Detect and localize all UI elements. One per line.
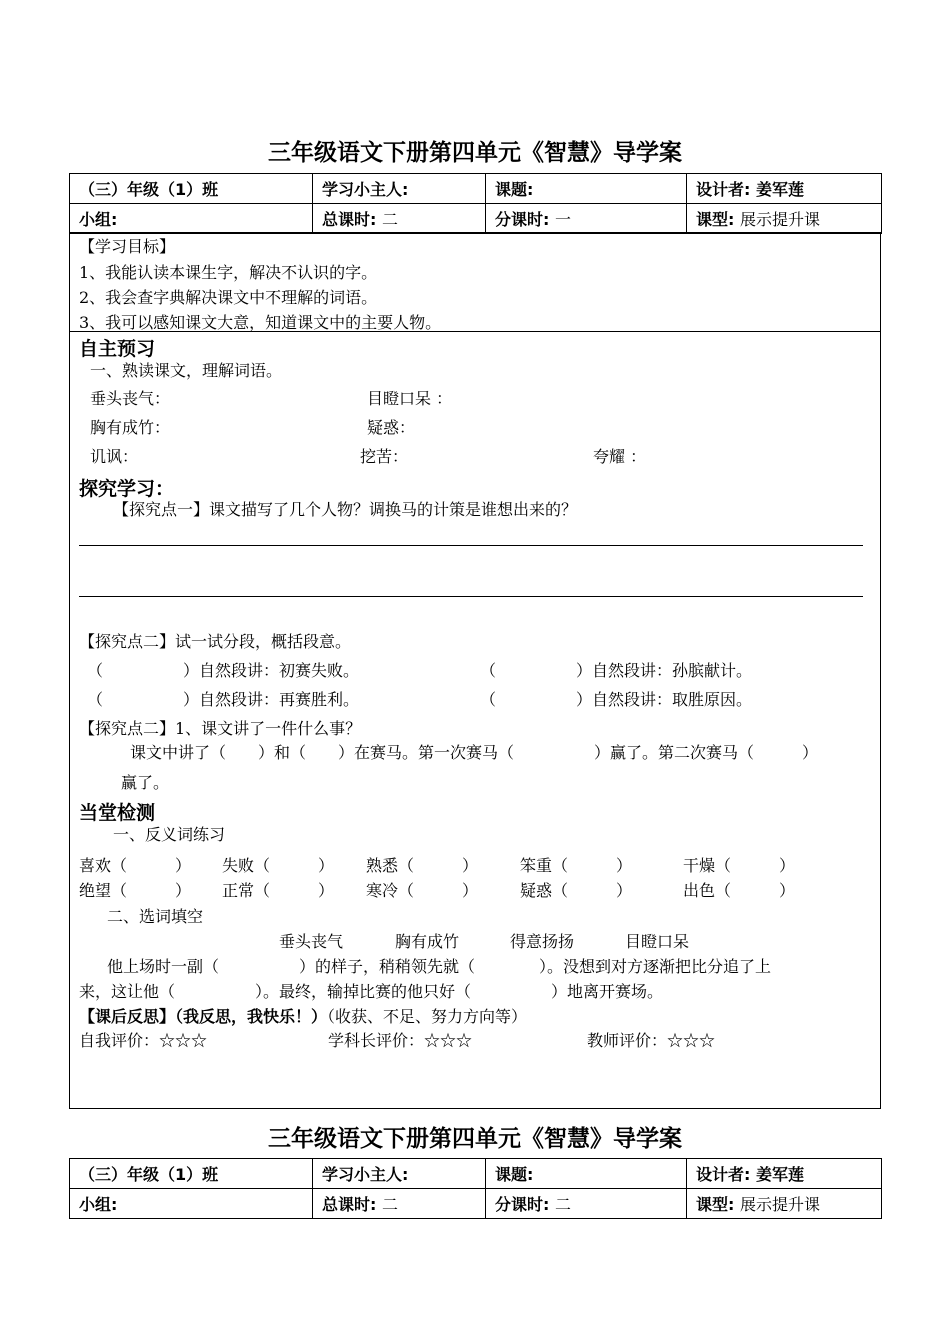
antonym-item: 笨重（ ） <box>520 856 633 875</box>
choose-title: 二、选词填空 <box>107 907 204 926</box>
class-cell <box>70 1159 313 1189</box>
topic-cell <box>486 174 687 204</box>
vocab-item: 疑惑： <box>367 418 416 437</box>
test-heading: 当堂检测 <box>79 802 156 824</box>
antonym-title: 一、反义词练习 <box>113 825 226 844</box>
sub-hours-value: 二 <box>554 1195 571 1214</box>
fill-line: 赢了。 <box>121 773 170 792</box>
group-label: 小组: <box>79 1195 118 1214</box>
passage-line: 来，这让他（ ）。最终，输掉比赛的他只好（ ）地离开赛场。 <box>79 982 664 1001</box>
designer-name: 姜军莲 <box>755 1165 804 1184</box>
vocab-item: 垂头丧气： <box>90 389 171 408</box>
reflection-heading: 【课后反思】 <box>79 1007 176 1026</box>
total-hours-value: 二 <box>381 1195 398 1214</box>
type-cell <box>687 1189 882 1219</box>
class-label: （三）年级（1）班 <box>79 180 219 199</box>
explore-point-3: 【探究点二】1、课文讲了一件什么事？ <box>79 719 362 738</box>
reflection-motto: （我反思，我快乐！） <box>175 1007 328 1026</box>
vocab-item: 夸耀 ： <box>593 447 647 466</box>
antonym-item: 喜欢（ ） <box>79 856 192 875</box>
antonym-item: 失败（ ） <box>222 856 335 875</box>
group-cell <box>70 1189 313 1219</box>
total-hours-cell <box>313 204 486 234</box>
group-cell <box>70 204 313 234</box>
total-hours-cell <box>313 1189 486 1219</box>
explore-point-1: 【探究点一】课文描写了几个人物？调换马的计策是谁想出来的？ <box>113 500 578 519</box>
class-label: （三）年级（1）班 <box>79 1165 219 1184</box>
topic-label: 课题: <box>495 180 534 199</box>
explore-point-2: 【探究点二】试一试分段，概括段意。 <box>79 632 352 651</box>
explore-heading: 探究学习： <box>79 478 175 500</box>
designer-label: 设计者: <box>696 1165 751 1184</box>
type-value: 展示提升课 <box>739 210 820 229</box>
fill-line: 课文中讲了（ ）和（ ）在赛马。第一次赛马（ ）赢了。第二次赛马（ ） <box>130 743 819 762</box>
antonym-item: 寒冷（ ） <box>366 881 479 900</box>
reflection-line <box>79 1004 527 1027</box>
topic-label: 课题: <box>495 1165 534 1184</box>
topic-cell <box>486 1159 687 1189</box>
vocab-item: 挖苦： <box>360 447 409 466</box>
leader-evaluation: 学科长评价：☆☆☆ <box>328 1031 473 1050</box>
segment-item: （ ）自然段讲：孙膑献计。 <box>480 661 753 680</box>
objective-item: 1、我能认读本课生字，解决不认识的字。 <box>79 263 378 282</box>
objectives-heading: 【学习目标】 <box>79 237 176 256</box>
segment-item: （ ）自然段讲：取胜原因。 <box>480 690 753 709</box>
antonym-item: 熟悉（ ） <box>366 856 479 875</box>
antonym-item: 出色（ ） <box>683 881 796 900</box>
designer-label: 设计者: <box>696 180 751 199</box>
sub-hours-cell <box>486 204 687 234</box>
type-value: 展示提升课 <box>739 1195 820 1214</box>
answer-line <box>79 545 863 546</box>
antonym-item: 干燥（ ） <box>683 856 796 875</box>
class-cell <box>70 174 313 204</box>
reflection-note: （收获、不足、努力方向等） <box>327 1007 528 1026</box>
designer-cell <box>687 1159 882 1189</box>
preview-heading: 自主预习 <box>79 338 156 360</box>
segment-item: （ ）自然段讲：初赛失败。 <box>87 661 360 680</box>
sub-hours-label: 分课时: <box>495 210 550 229</box>
objective-item: 3、我可以感知课文大意，知道课文中的主要人物。 <box>79 313 442 332</box>
vocab-item: 讥讽： <box>90 447 139 466</box>
teacher-evaluation: 教师评价：☆☆☆ <box>587 1031 716 1050</box>
word-choice: 目瞪口呆 <box>625 932 690 951</box>
self-evaluation: 自我评价：☆☆☆ <box>79 1031 208 1050</box>
vocab-item: 胸有成竹： <box>90 418 171 437</box>
owner-label: 学习小主人: <box>322 1165 409 1184</box>
passage-line: 他上场时一副（ ）的样子，稍稍领先就（ ）。没想到对方逐渐把比分追了上 <box>107 957 772 976</box>
answer-line <box>79 596 863 597</box>
word-choice: 得意扬扬 <box>510 932 575 951</box>
preview-task: 一、熟读课文，理解词语。 <box>90 361 283 380</box>
page-title: 三年级语文下册第四单元《智慧》导学案 <box>268 140 682 166</box>
owner-cell <box>313 174 486 204</box>
segment-item: （ ）自然段讲：再赛胜利。 <box>87 690 360 709</box>
total-hours-value: 二 <box>381 210 398 229</box>
header-table <box>69 1158 882 1219</box>
group-label: 小组: <box>79 210 118 229</box>
type-label: 课型: <box>696 210 735 229</box>
type-label: 课型: <box>696 1195 735 1214</box>
antonym-item: 疑惑（ ） <box>520 881 633 900</box>
vocab-item: 目瞪口呆 ： <box>367 389 453 408</box>
total-hours-label: 总课时: <box>322 210 377 229</box>
word-choice: 胸有成竹 <box>395 932 460 951</box>
sub-hours-label: 分课时: <box>495 1195 550 1214</box>
designer-cell <box>687 174 882 204</box>
sub-hours-value: 一 <box>554 210 571 229</box>
header-table <box>69 173 882 234</box>
page-title: 三年级语文下册第四单元《智慧》导学案 <box>268 1126 682 1152</box>
word-choice: 垂头丧气 <box>279 932 344 951</box>
antonym-item: 绝望（ ） <box>79 881 192 900</box>
designer-name: 姜军莲 <box>755 180 804 199</box>
owner-cell <box>313 1159 486 1189</box>
type-cell <box>687 204 882 234</box>
objective-item: 2、我会查字典解决课文中不理解的词语。 <box>79 288 378 307</box>
owner-label: 学习小主人: <box>322 180 409 199</box>
sub-hours-cell <box>486 1189 687 1219</box>
antonym-item: 正常（ ） <box>222 881 335 900</box>
total-hours-label: 总课时: <box>322 1195 377 1214</box>
